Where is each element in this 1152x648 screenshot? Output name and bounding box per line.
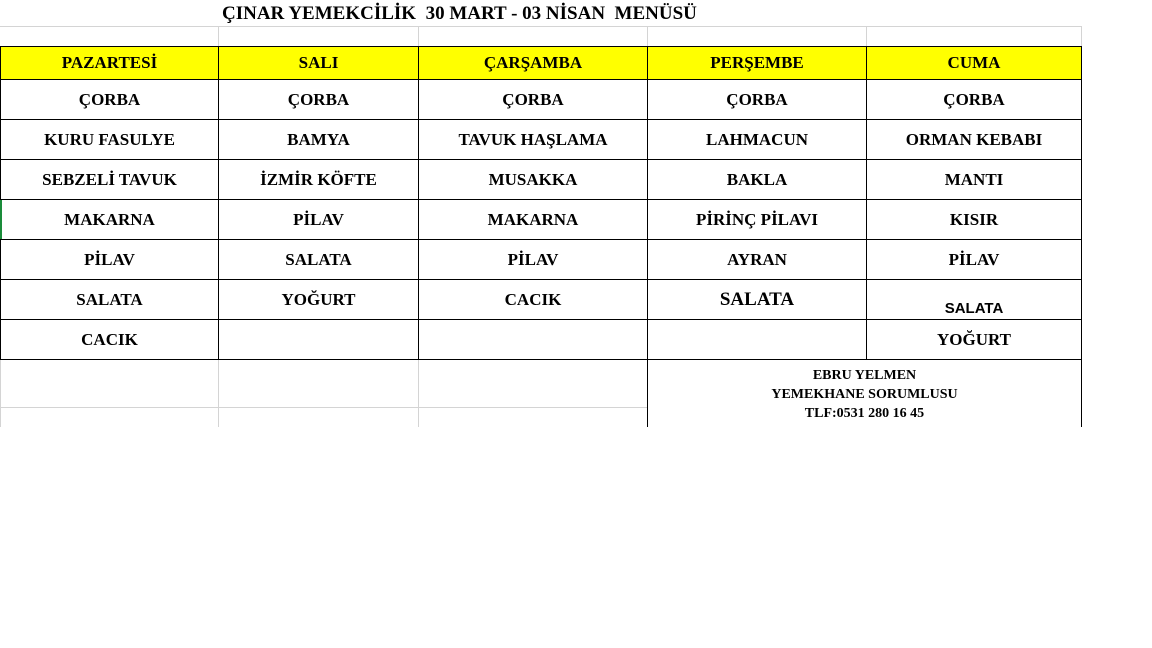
- menu-cell: PİRİNÇ PİLAVI: [695, 210, 818, 229]
- day-header-friday: CUMA: [867, 46, 1081, 79]
- menu-cell: PİLAV: [948, 250, 1000, 269]
- menu-cell: YOĞURT: [936, 330, 1012, 349]
- menu-cell: BAKLA: [726, 170, 788, 189]
- gridline: [418, 360, 419, 427]
- menu-cell: İZMİR KÖFTE: [260, 170, 377, 189]
- menu-cell: BAMYA: [287, 130, 350, 149]
- border-line: [0, 46, 1082, 47]
- menu-cell: KISIR: [949, 210, 999, 229]
- menu-cell: YOĞURT: [281, 290, 356, 309]
- menu-cell: SALATA: [76, 290, 143, 309]
- gridline: [1081, 26, 1082, 46]
- menu-cell: [219, 320, 418, 360]
- menu-cell: LAHMACUN: [706, 130, 808, 149]
- gridline: [866, 26, 867, 46]
- menu-cell: SALATA: [944, 300, 1004, 317]
- menu-cell: ÇORBA: [726, 90, 788, 109]
- menu-cell: AYRAN: [727, 250, 787, 269]
- menu-cell: MAKARNA: [64, 210, 155, 229]
- menu-cell: ÇORBA: [943, 90, 1005, 109]
- menu-cell: ÇORBA: [502, 90, 564, 109]
- menu-cell: PİLAV: [293, 210, 344, 229]
- signature-role: YEMEKHANE SORUMLUSU: [771, 387, 958, 402]
- menu-cell: PİLAV: [84, 250, 135, 269]
- gridline: [0, 407, 647, 408]
- day-header-thursday: PERŞEMBE: [648, 46, 866, 79]
- gridline: [0, 360, 1, 427]
- menu-cell: MAKARNA: [487, 210, 579, 229]
- menu-cell: [419, 320, 647, 360]
- menu-cell: PİLAV: [507, 250, 559, 269]
- signature-block: [648, 366, 1081, 423]
- menu-cell: CACIK: [504, 290, 562, 309]
- gridline: [418, 26, 419, 46]
- menu-cell: SALATA: [285, 250, 352, 269]
- signature-phone: TLF:0531 280 16 45: [804, 406, 925, 421]
- menu-cell: [648, 320, 866, 360]
- menu-cell: ORMAN KEBABI: [905, 130, 1043, 149]
- menu-cell: SEBZELİ TAVUK: [42, 170, 177, 189]
- page-title: ÇINAR YEMEKCİLİK 30 MART - 03 NİSAN MENÜSÜ: [222, 3, 697, 24]
- day-header-monday: PAZARTESİ: [1, 46, 218, 79]
- menu-cell: ÇORBA: [78, 90, 141, 109]
- border-line: [1081, 46, 1082, 427]
- gridline: [218, 26, 219, 46]
- menu-cell: ÇORBA: [287, 90, 350, 109]
- menu-cell: TAVUK HAŞLAMA: [458, 130, 608, 149]
- menu-cell: KURU FASULYE: [44, 130, 175, 149]
- gridline: [0, 26, 1082, 27]
- gridline: [218, 360, 219, 427]
- menu-cell: SALATA: [719, 289, 795, 310]
- signature-name: EBRU YELMEN: [812, 368, 917, 383]
- menu-cell: MANTI: [944, 170, 1004, 189]
- day-header-wednesday: ÇARŞAMBA: [419, 46, 647, 79]
- day-header-tuesday: SALI: [219, 46, 418, 79]
- menu-cell: CACIK: [81, 330, 138, 349]
- gridline: [647, 26, 648, 46]
- menu-cell: MUSAKKA: [488, 170, 578, 189]
